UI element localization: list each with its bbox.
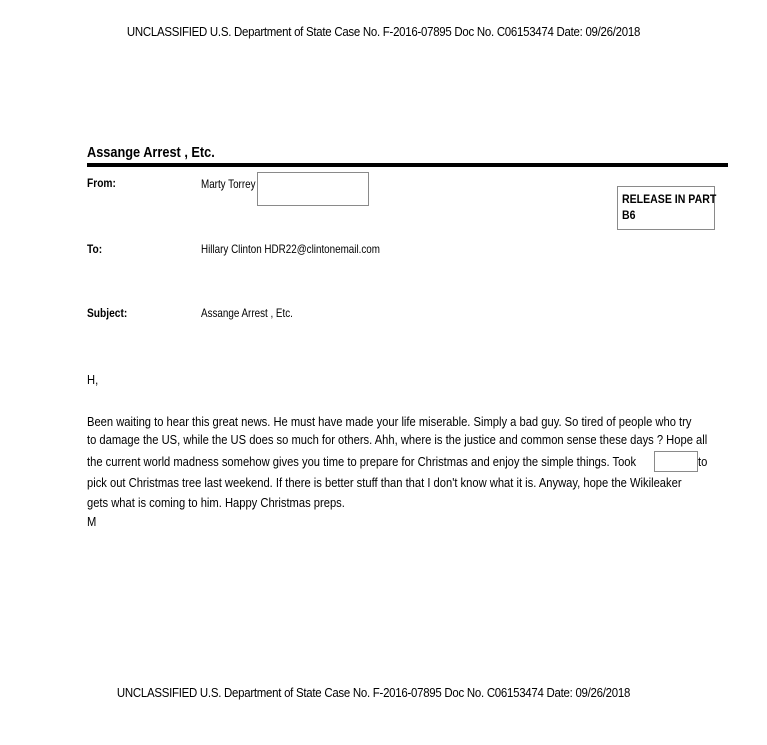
redaction-box-body — [654, 451, 698, 472]
body-line-5: gets what is coming to him. Happy Christmas preps. — [87, 495, 345, 510]
redaction-box-from — [257, 172, 369, 206]
body-line-2: to damage the US, while the US does so much for others. Ahh, where is the justice and common sense these days ? Hope all — [87, 432, 708, 447]
subject-label: Subject: — [87, 306, 128, 320]
release-line-1: RELEASE IN PART — [622, 192, 717, 206]
body-greeting: H, — [87, 372, 99, 387]
to-label: To: — [87, 242, 103, 256]
body-line-1: Been waiting to hear this great news. He must have made your life miserable. Simply a bad guy. So tired of people who try — [87, 414, 692, 429]
release-stamp-box — [617, 186, 715, 230]
from-value: Marty Torrey — [201, 177, 256, 191]
classification-stamp-bottom: UNCLASSIFIED U.S. Department of State Case No. F-2016-07895 Doc No. C06153474 Date: 09/26/2018 — [116, 685, 631, 700]
from-label: From: — [87, 176, 116, 190]
subject-value: Assange Arrest , Etc. — [201, 306, 293, 320]
release-stamp-text — [622, 191, 716, 223]
to-value: Hillary Clinton HDR22@clintonemail.com — [201, 242, 380, 256]
release-line-2: B6 — [622, 208, 636, 222]
email-title: Assange Arrest , Etc. — [87, 144, 215, 161]
body-signoff: M — [87, 514, 97, 529]
body-line-3-end: to — [698, 454, 708, 469]
classification-stamp-top: UNCLASSIFIED U.S. Department of State Case No. F-2016-07895 Doc No. C06153474 Date: 09/26/2018 — [126, 24, 641, 39]
body-line-3: the current world madness somehow gives you time to prepare for Christmas and enjoy the simple things. Took — [87, 454, 637, 469]
title-divider — [87, 163, 728, 167]
body-line-4: pick out Christmas tree last weekend. If there is better stuff than that I don't know what it is. Anyway, hope the Wikileaker — [87, 475, 682, 490]
